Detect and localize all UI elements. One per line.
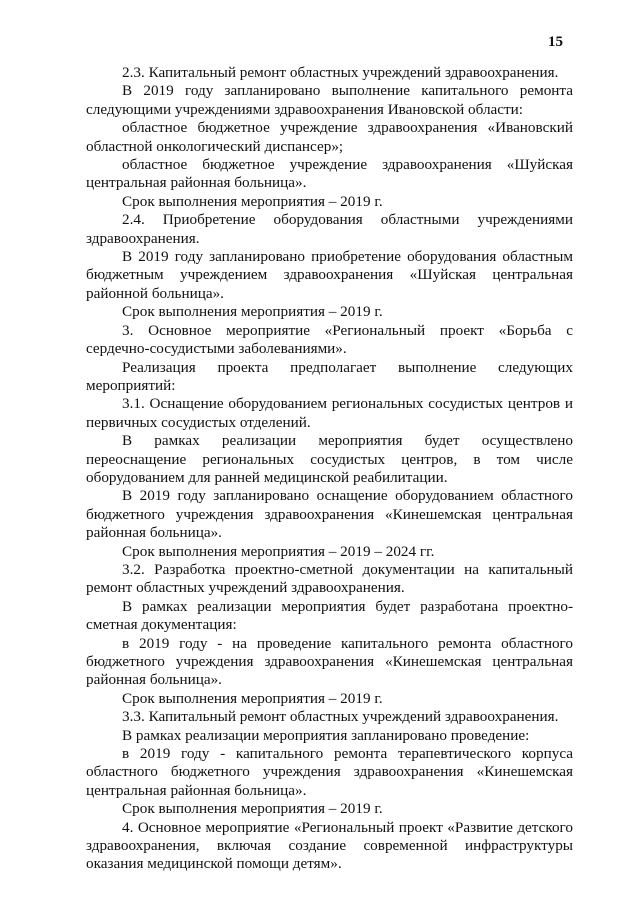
paragraph: 3.2. Разработка проектно-сметной документации на капитальный ремонт областных учреждений здравоохранения.	[86, 560, 573, 597]
document-body	[86, 64, 573, 874]
paragraph: Срок выполнения мероприятия – 2019 г.	[122, 800, 383, 818]
paragraph: 3.3. Капитальный ремонт областных учреждений здравоохранения.	[122, 708, 559, 726]
page-number: 15	[548, 34, 563, 50]
paragraph: Срок выполнения мероприятия – 2019 г.	[122, 689, 383, 707]
paragraph: В рамках реализации мероприятия будет осуществлено переоснащение региональных сосудистых центров, в том числе оборудованием для ранней медицинской реабилитации.	[86, 432, 573, 486]
paragraph: Срок выполнения мероприятия – 2019 г.	[122, 192, 383, 210]
paragraph: 2.4. Приобретение оборудования областными учреждениями здравоохранения.	[86, 211, 573, 247]
paragraph: областное бюджетное учреждение здравоохранения «Шуйская центральная районная больница».	[86, 156, 573, 192]
paragraph: 4. Основное мероприятие «Региональный проект «Развитие детского здравоохранения, включая создание современной инфраструктуры оказания медицинской помощи детям».	[86, 818, 573, 873]
paragraph: в 2019 году - на проведение капитального ремонта областного бюджетного учреждения здравоохранения «Кинешемская центральная районная больница».	[86, 634, 573, 689]
paragraph: В рамках реализации мероприятия запланировано проведение:	[122, 726, 530, 744]
paragraph: 3.1. Оснащение оборудованием региональных сосудистых центров и первичных сосудистых отделений.	[86, 395, 573, 431]
paragraph: 2.3. Капитальный ремонт областных учреждений здравоохранения.	[122, 64, 559, 81]
paragraph: областное бюджетное учреждение здравоохранения «Ивановский областной онкологический диспансер»;	[86, 119, 573, 155]
paragraph: В 2019 году запланировано оснащение оборудованием областного бюджетного учреждения здравоохранения «Кинешемская центральная районная больница».	[86, 487, 573, 542]
paragraph: в 2019 году - капитального ремонта терапевтического корпуса областного бюджетного учреждения здравоохранения «Кинешемская центральная районная больница».	[86, 745, 573, 799]
paragraph: Реализация проекта предполагает выполнение следующих мероприятий:	[86, 358, 573, 394]
paragraph: В 2019 году запланировано приобретение оборудования областным бюджетным учреждением здравоохранения «Шуйская центральная районной больница».	[86, 248, 573, 302]
paragraph: В 2019 году запланировано выполнение капитального ремонта следующими учреждениями здравоохранения Ивановской области:	[86, 82, 573, 118]
paragraph: Срок выполнения мероприятия – 2019 г.	[122, 303, 383, 321]
paragraph: В рамках реализации мероприятия будет разработана проектно-сметная документация:	[86, 597, 573, 634]
paragraph: 3. Основное мероприятие «Региональный проект «Борьба с сердечно-сосудистыми заболеваниями».	[86, 321, 573, 358]
paragraph: Срок выполнения мероприятия – 2019 – 2024 гг.	[122, 542, 435, 560]
